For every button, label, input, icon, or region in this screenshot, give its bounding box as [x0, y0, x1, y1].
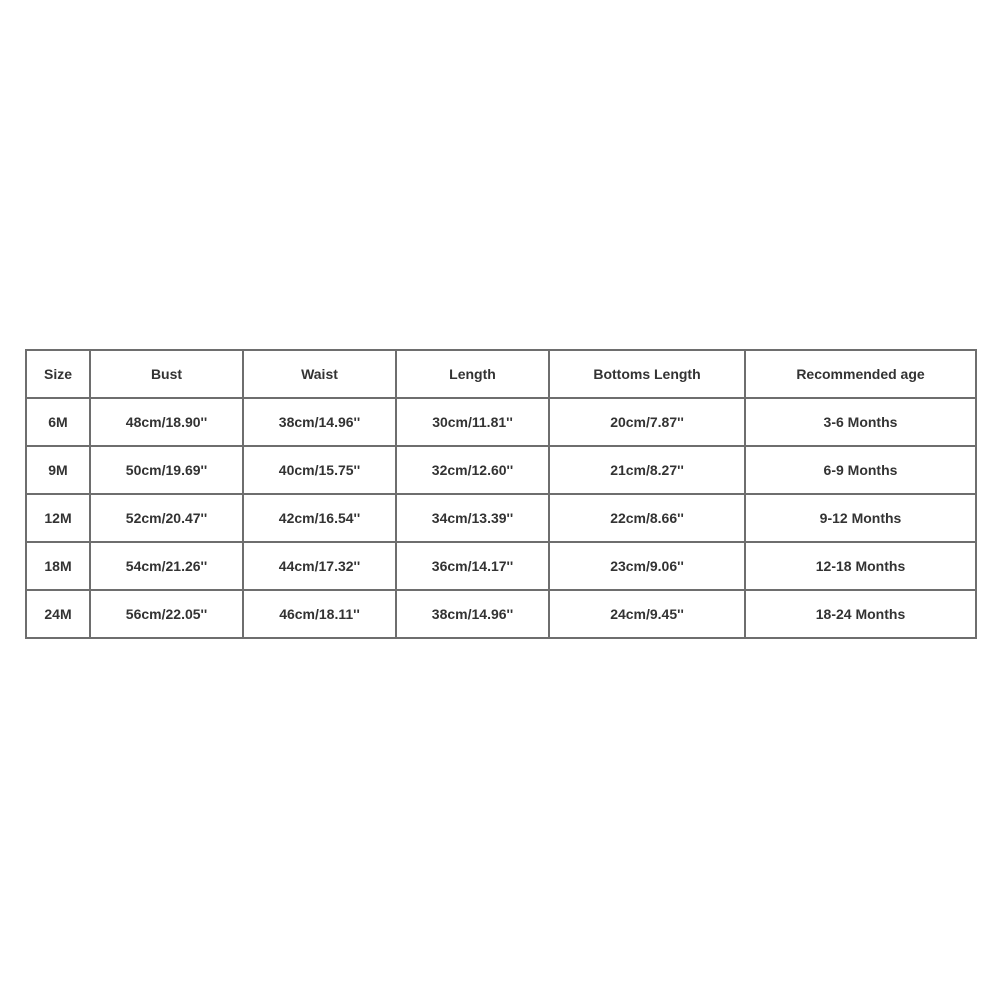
cell-recommended-age: 6-9 Months	[745, 446, 976, 494]
cell-length: 36cm/14.17''	[396, 542, 549, 590]
cell-recommended-age: 18-24 Months	[745, 590, 976, 638]
cell-size: 12M	[26, 494, 90, 542]
cell-length: 30cm/11.81''	[396, 398, 549, 446]
table-row	[26, 542, 976, 590]
cell-bust: 48cm/18.90''	[90, 398, 243, 446]
cell-recommended-age: 12-18 Months	[745, 542, 976, 590]
cell-bust: 50cm/19.69''	[90, 446, 243, 494]
cell-length: 34cm/13.39''	[396, 494, 549, 542]
header-length: Length	[396, 350, 549, 398]
size-chart-table	[25, 349, 977, 639]
header-bottoms-length: Bottoms Length	[549, 350, 745, 398]
cell-waist: 38cm/14.96''	[243, 398, 396, 446]
table-row	[26, 590, 976, 638]
cell-recommended-age: 9-12 Months	[745, 494, 976, 542]
header-waist: Waist	[243, 350, 396, 398]
cell-bottoms-length: 24cm/9.45''	[549, 590, 745, 638]
cell-bottoms-length: 22cm/8.66''	[549, 494, 745, 542]
cell-length: 38cm/14.96''	[396, 590, 549, 638]
cell-bust: 56cm/22.05''	[90, 590, 243, 638]
cell-waist: 46cm/18.11''	[243, 590, 396, 638]
cell-waist: 44cm/17.32''	[243, 542, 396, 590]
cell-size: 18M	[26, 542, 90, 590]
cell-waist: 42cm/16.54''	[243, 494, 396, 542]
cell-bottoms-length: 23cm/9.06''	[549, 542, 745, 590]
table-row	[26, 494, 976, 542]
cell-size: 24M	[26, 590, 90, 638]
header-bust: Bust	[90, 350, 243, 398]
cell-recommended-age: 3-6 Months	[745, 398, 976, 446]
cell-size: 6M	[26, 398, 90, 446]
table-row	[26, 446, 976, 494]
cell-bust: 52cm/20.47''	[90, 494, 243, 542]
cell-bottoms-length: 21cm/8.27''	[549, 446, 745, 494]
header-size: Size	[26, 350, 90, 398]
table-row	[26, 398, 976, 446]
cell-bust: 54cm/21.26''	[90, 542, 243, 590]
cell-length: 32cm/12.60''	[396, 446, 549, 494]
header-row	[26, 350, 976, 398]
cell-waist: 40cm/15.75''	[243, 446, 396, 494]
cell-bottoms-length: 20cm/7.87''	[549, 398, 745, 446]
header-recommended-age: Recommended age	[745, 350, 976, 398]
cell-size: 9M	[26, 446, 90, 494]
